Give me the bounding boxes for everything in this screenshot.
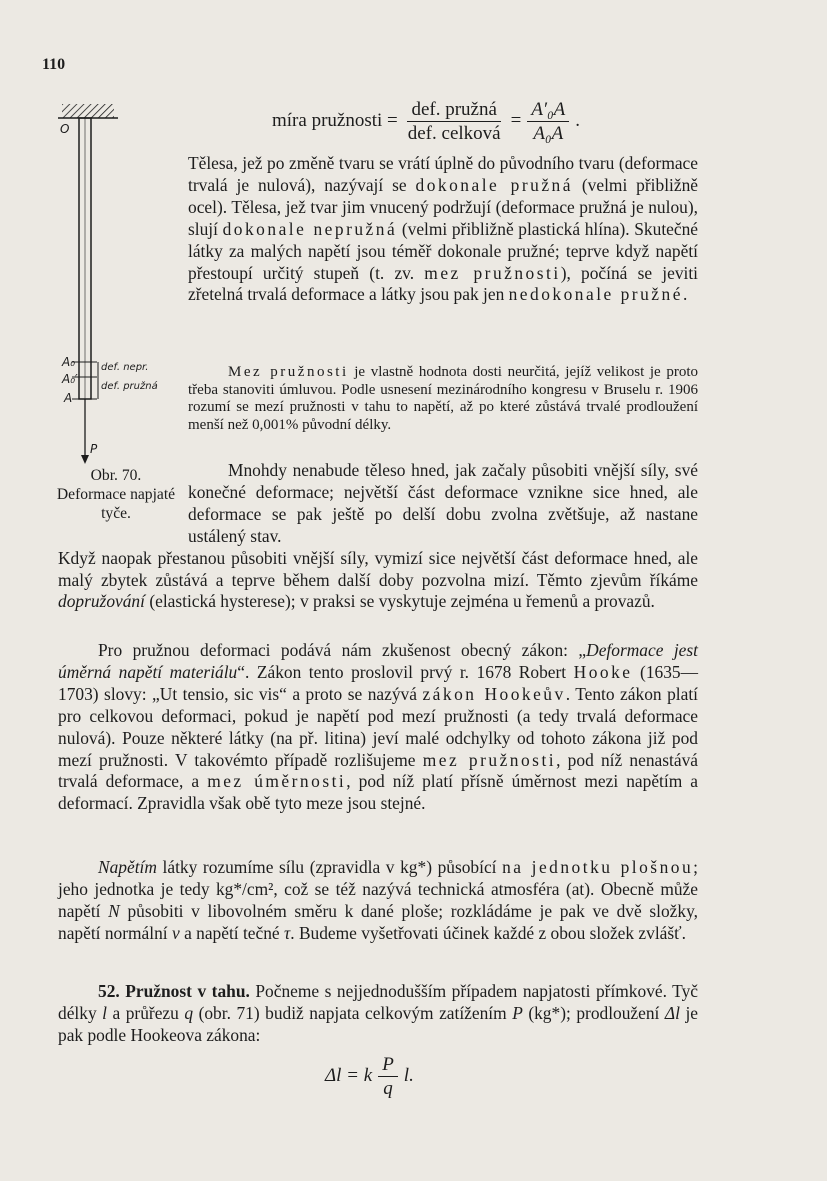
paragraph-elastic-limit: [188, 364, 698, 434]
text-run: Počneme s nejjednodušším případem napjatosti přímkové. Tyč délky: [58, 981, 698, 1023]
text-run: (velmi přibližně ocel). Tělesa, jež tvar jim vnucený podržují (deformace pružná je nulou), slují: [188, 174, 698, 239]
emphasis-term: q: [184, 1002, 194, 1023]
text-run: ), počíná se jeviti zřetelná trvalá deformace a látky jsou pak jen: [188, 262, 699, 305]
label-p: P: [90, 442, 98, 456]
text-run: Pro pružnou deformaci podává nám zkušenost obecný zákon: „: [98, 640, 587, 660]
hooke-formula: [325, 1050, 505, 1102]
emphasis-term: l: [102, 1002, 107, 1023]
elasticity-formula: [272, 96, 632, 146]
emphasis-term: dopružování: [58, 591, 145, 612]
fraction-def-numerator: def. pružná: [407, 99, 500, 122]
fraction-length-denominator: A₀A: [533, 122, 564, 144]
formula-end: .: [575, 110, 581, 131]
label-def-nepr: def. nepr.: [101, 362, 149, 373]
label-a: A: [64, 391, 73, 405]
text-run: , pod níž nenastává trvalá deformace, a: [58, 749, 698, 792]
spaced-term: dokonale nepružná: [222, 218, 398, 239]
emphasis-term: τ: [284, 922, 291, 943]
text-run: (elastická hysterese); v praksi se vyskytuje zejména u řemenů a provazů.: [144, 591, 655, 612]
section-52: [58, 981, 698, 1047]
spaced-term: zákon Hookeův: [422, 683, 566, 704]
fraction-def-denominator: def. celková: [407, 122, 501, 144]
text-run: (kg*); prodloužení: [522, 1002, 665, 1023]
spaced-term: mez úměrnosti: [207, 771, 347, 792]
emphasis-term: Deformace jest úměrná napětí materiálu: [58, 640, 699, 682]
hooke-denominator: q: [383, 1077, 393, 1099]
paragraph-hysteresis: [58, 460, 698, 613]
text-run: . Budeme vyšetřovati účinek každé z obou složek zvlášť.: [290, 922, 686, 943]
formula-equals: =: [510, 110, 522, 131]
text-run: . Tento zákon platí pro celkovou deformaci, pokud je napětí pod mezí pružnosti (a tedy trvalá deformace nulová). Pouze některé látky (na př. litina) jeví malé odchylky od tohoto zákona již pod mezí pružnosti. V takovémto případě rozlišujeme: [58, 683, 698, 770]
paragraph-stress: [58, 857, 698, 945]
fraction-length-numerator: A′₀A: [527, 99, 569, 122]
paragraph-elastic-bodies: [188, 153, 698, 306]
page-number: 110: [42, 56, 66, 73]
text-run: a napětí tečné: [179, 922, 285, 943]
text-run: “. Zákon tento proslovil prvý r. 1678 Robert: [237, 661, 574, 682]
fraction-length: [527, 99, 569, 144]
text-run: .: [682, 284, 688, 305]
paragraph-hooke-law: [58, 640, 698, 815]
hooke-end: l.: [403, 1065, 414, 1086]
text-run: , pod níž platí přísně úměrnost mezi napětím a deformací. Zpravidla však obě tyto meze jsou stejné.: [58, 771, 698, 814]
label-a0-prime: A₀′: [62, 372, 78, 386]
caption-title: Obr. 70.: [90, 467, 142, 484]
emphasis-term: P: [512, 1002, 523, 1023]
text-run: působiti v libovolném směru k dané ploše; rozkládáme je pak ve dvě složky, napětí normální: [58, 900, 698, 943]
emphasis-term: ν: [171, 922, 180, 943]
text-run: látky rozumíme sílu (zpravidla v kg*) působící: [156, 857, 503, 877]
label-def-pruzna: def. pružná: [101, 381, 158, 392]
text-run: Když naopak přestanou působiti vnější síly, vymizí sice největší část deformace hned, ale malý zbytek zůstává a teprve během další doby pozvolna mizí. Těmto zjevům říkáme: [58, 547, 698, 590]
text-run: je vlastně hodnota dosti neurčitá, jejíž velikost je proto třeba stanoviti úmluvou. Podle usnesení mezinárodního kongresu v Bruselu r. 1906 rozumí se mezí pružnosti v tahu to napětí, až po které zůstává trvalé prodloužení menší než 0,001% původní délky.: [188, 364, 699, 433]
hooke-fraction: [378, 1054, 398, 1099]
text-run: Mnohdy nenabude těleso hned, jak začaly působiti vnější síly, své konečné deformace; největší část deformace vznikne sice hned, ale deformace se pak ještě po delší dobu zvolna zvětšuje, až nastane ustálený stav.: [188, 460, 698, 546]
section-number: 52.: [98, 981, 120, 1001]
ceiling-hatch: [62, 104, 114, 118]
text-run: a průřezu: [107, 1002, 185, 1023]
spaced-term: mez pružnosti: [422, 749, 557, 770]
hooke-numerator: P: [378, 1054, 398, 1077]
spaced-term: Hooke: [573, 661, 633, 682]
text-run: Tělesa, jež po změně tvaru se vrátí úplně do původního tvaru (deformace trvalá je nulová), nazývají se: [188, 153, 698, 195]
text-run: (obr. 71) budiž napjata celkovým zatížením: [193, 1002, 513, 1023]
spaced-term: nedokonale pružné: [508, 284, 683, 305]
text-run: (velmi přibližně plastická hlína). Skutečné látky za malých napětí jsou téměř dokonale pružné; teprve když napětí přestoupí určitý stupeň (t. zv.: [188, 218, 698, 283]
formula-lhs: míra pružnosti =: [272, 110, 398, 131]
emphasis-term: Δl: [664, 1002, 680, 1023]
caption-text: Deformace napjaté tyče.: [56, 486, 176, 522]
text-run: ; jeho jednotka je tedy kg*/cm², což se též nazývá technická atmosféra (at). Obecně může napětí: [58, 857, 698, 921]
section-title: Pružnost v tahu.: [125, 981, 250, 1001]
emphasis-term: Napětím: [98, 857, 157, 877]
spaced-term: Mez pružnosti: [228, 364, 349, 380]
spaced-term: na jednotku plošnou: [502, 857, 694, 877]
emphasis-term: N: [108, 900, 120, 921]
figure-rod-diagram: [52, 100, 192, 465]
text-run: (1635—1703) slovy: „Ut tensio, sic vis“ a proto se nazývá: [58, 661, 699, 704]
fraction-def: [404, 99, 505, 144]
hooke-lhs: Δl = k: [325, 1065, 373, 1086]
label-a0: A₀: [62, 355, 76, 369]
spaced-term: mez pružnosti: [424, 262, 561, 283]
spaced-term: dokonale pružná: [415, 174, 573, 195]
text-run: je pak podle Hookeova zákona:: [58, 1002, 699, 1045]
label-top: O: [60, 122, 70, 136]
